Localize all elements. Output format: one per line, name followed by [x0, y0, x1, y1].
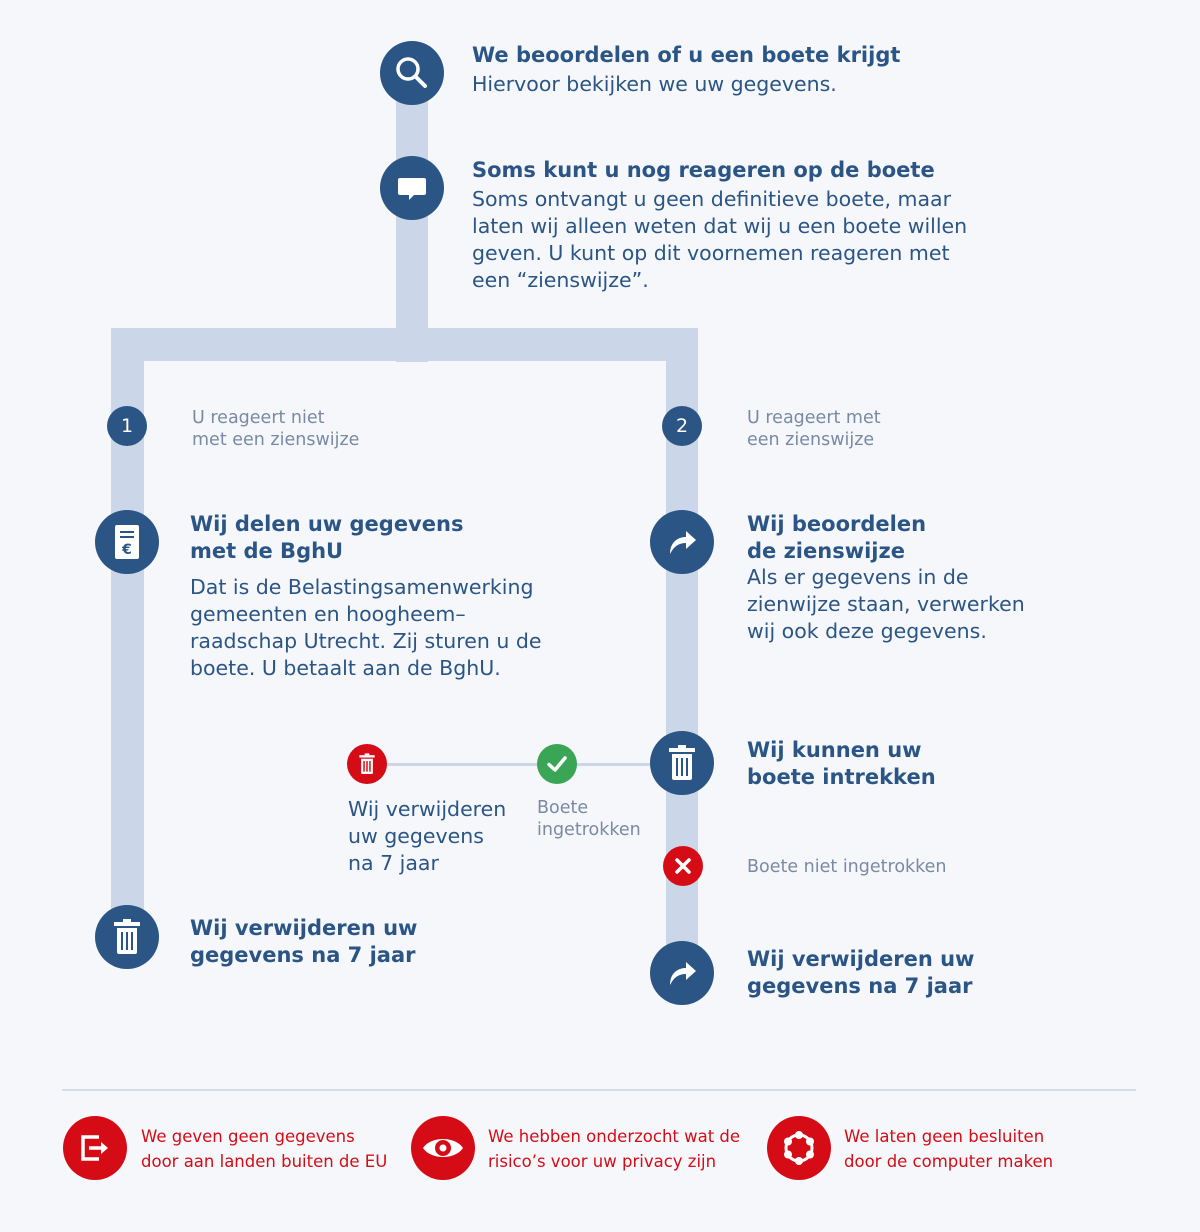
step-react-body: Soms ontvangt u geen definitieve boete, maar laten wij alleen weten dat wij u een boete willen geven. U kunt op dit voornemen reageren met een “zienswijze”. — [472, 187, 968, 292]
branch-left-share-title: Wij delen uw gegevens met de BghU — [190, 512, 464, 563]
legend-network-text: We laten geen besluiten door de computer maken — [844, 1127, 1054, 1171]
branch-left-share-body: Dat is de Belastingsamenwerking gemeenten en hoogheem– raadschap Utrecht. Zij sturen u de boete. U betaalt aan de BghU. — [190, 575, 542, 680]
legend-export-circle — [63, 1116, 127, 1180]
legend-eye-text: We hebben onderzocht wat de risico’s voor uw privacy zijn — [488, 1127, 741, 1171]
legend-divider — [62, 1089, 1136, 1091]
trash-icon — [357, 752, 377, 776]
search-icon — [392, 53, 432, 93]
forward-arrow-icon — [664, 955, 700, 991]
forward-arrow-icon — [664, 524, 700, 560]
step-assess-title: We beoordelen of u een boete krijgt — [472, 43, 901, 67]
network-icon — [779, 1128, 819, 1168]
branch-left-label: U reageert niet met een zienswijze — [192, 408, 360, 450]
step-react-title: Soms kunt u nog reageren op de boete — [472, 158, 935, 182]
svg-text:€: € — [122, 542, 132, 558]
branch-right-withdraw-circle — [650, 731, 714, 795]
branch-right-withdraw-title: Wij kunnen uw boete intrekken — [747, 738, 936, 789]
branch-right-evaluate-circle — [650, 510, 714, 574]
check-icon — [545, 752, 569, 776]
branch-right-evaluate-body: Als er gegevens in de zienwijze staan, verwerken wij ook deze gegevens. — [747, 565, 1025, 643]
withdrawn-check-circle — [537, 744, 577, 784]
speech-bubble-icon — [394, 170, 430, 206]
branch-right-delete-circle — [650, 941, 714, 1005]
step-assess-body: Hiervoor bekijken we uw gegevens. — [472, 72, 837, 96]
cross-icon — [673, 856, 693, 876]
branch-left-delete-circle — [95, 905, 159, 969]
not-withdrawn-label: Boete niet ingetrokken — [747, 857, 947, 877]
trash-icon — [665, 744, 699, 782]
branch-left-delete-title: Wij verwijderen uw gegevens na 7 jaar — [190, 916, 418, 967]
branch-right-delete-title: Wij verwijderen uw gegevens na 7 jaar — [747, 947, 975, 998]
legend-eye-circle — [411, 1116, 475, 1180]
branch-left-number-badge — [107, 406, 147, 446]
branch-right-number-badge — [662, 406, 702, 446]
withdrawn-label: Boete ingetrokken — [537, 798, 641, 840]
export-icon — [77, 1133, 113, 1163]
legend-network-circle — [767, 1116, 831, 1180]
withdrawn-delete-circle — [347, 744, 387, 784]
step-assess-circle — [380, 41, 444, 105]
branch-left-share-circle — [95, 510, 159, 574]
branch-right-evaluate-title: Wij beoordelen de zienswijze — [747, 512, 927, 563]
branch-left-number: 1 — [120, 415, 134, 437]
trash-icon — [110, 918, 144, 956]
eye-icon — [421, 1133, 465, 1163]
invoice-euro-icon — [110, 522, 144, 562]
step-react-circle — [380, 156, 444, 220]
not-withdrawn-cross-circle — [663, 846, 703, 886]
track-horizontal — [111, 328, 698, 361]
branch-right-label: U reageert met een zienswijze — [747, 408, 881, 450]
connector-line-withdraw — [368, 763, 682, 766]
withdrawn-delete-body: Wij verwijderen uw gegevens na 7 jaar — [348, 797, 507, 875]
branch-right-number: 2 — [675, 415, 689, 437]
legend-export-text: We geven geen gegevens door aan landen buiten de EU — [141, 1127, 388, 1171]
